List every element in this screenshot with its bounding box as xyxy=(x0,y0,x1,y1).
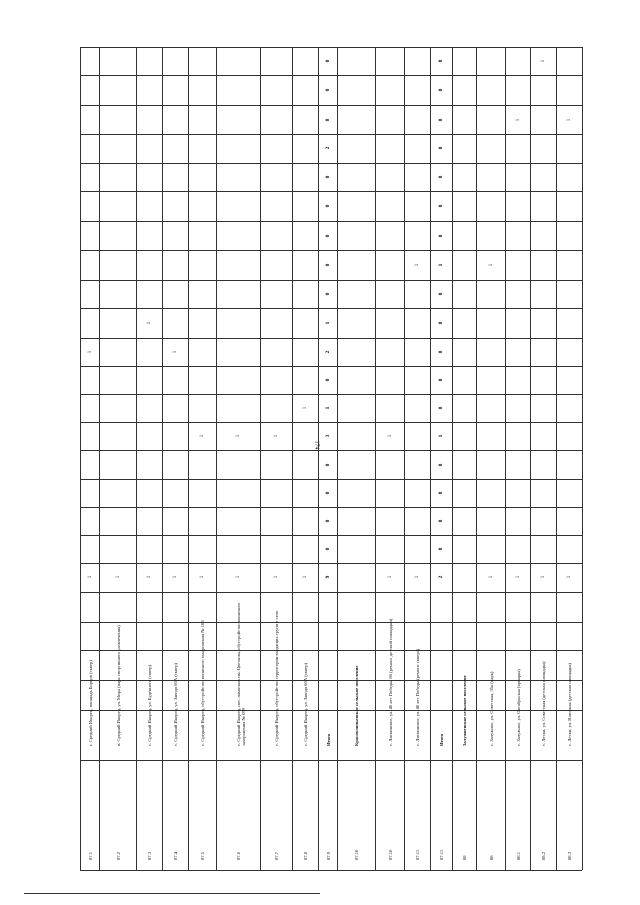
table-rule xyxy=(80,535,582,536)
row-value: 0 xyxy=(324,292,331,296)
row-address: с. Средний Икорец, ул. Буденного (сквер) xyxy=(147,664,152,746)
row-value: 0 xyxy=(324,204,331,208)
row-total: 1 xyxy=(86,575,93,579)
row-code: 87.5 xyxy=(200,851,205,860)
table-rule xyxy=(80,760,582,761)
row-code: 87.4 xyxy=(173,851,178,860)
row-value: 1 xyxy=(540,59,546,63)
table-rule xyxy=(216,47,217,870)
table-rule xyxy=(80,338,582,339)
row-value: 0 xyxy=(438,234,444,238)
table-rule xyxy=(292,47,293,870)
row-value: 1 xyxy=(273,434,279,438)
row-value: 1 xyxy=(438,434,444,438)
row-address: с. Лески, ул. Советская (детская площадка) xyxy=(541,661,546,746)
row-total: 1 xyxy=(386,575,393,579)
table-rule xyxy=(80,191,582,192)
page-number: 174 xyxy=(313,440,320,450)
row-value: 0 xyxy=(438,491,444,495)
table-rule xyxy=(99,47,100,870)
row-address: с. Залужное, ул. Октябрьская (ярмарка) xyxy=(515,669,521,746)
row-total: 1 xyxy=(146,575,152,579)
row-address: с. Лискинское, ул. 40 лет Победы, 86 (ремонт детской площадки) xyxy=(387,618,393,746)
row-total: 1 xyxy=(566,575,572,579)
table-rule xyxy=(80,47,582,48)
row-value: 2 xyxy=(324,146,331,150)
row-total: 1 xyxy=(172,575,178,579)
row-code: 87.11 xyxy=(439,849,444,860)
row-address: в. Средний Икорец, ул. Мира (парк спортивного развлечения) xyxy=(115,625,121,746)
table-rule xyxy=(80,650,582,651)
row-value: 0 xyxy=(438,350,444,354)
row-value: 0 xyxy=(324,519,331,523)
table-rule xyxy=(80,75,582,76)
row-value: 0 xyxy=(324,378,331,382)
table-rule xyxy=(476,47,477,870)
row-total: 1 xyxy=(273,575,279,579)
row-code: 87.9 xyxy=(325,851,331,860)
row-total: 1 xyxy=(514,575,521,579)
table-rule xyxy=(80,47,81,870)
table-rule xyxy=(80,134,582,135)
row-value: 1 xyxy=(566,118,572,122)
row-value: 0 xyxy=(324,491,331,495)
row-total: 1 xyxy=(114,575,121,579)
table-rule xyxy=(80,680,582,681)
row-value: 3 xyxy=(324,434,331,438)
row-value: 0 xyxy=(438,547,444,551)
table-rule xyxy=(80,563,582,564)
row-value: 1 xyxy=(235,434,241,438)
table-rule xyxy=(80,870,582,871)
table-rule xyxy=(162,47,163,870)
row-total: 1 xyxy=(540,575,546,579)
row-code: 88.2 xyxy=(541,851,546,860)
table-rule xyxy=(80,507,582,508)
row-value: 1 xyxy=(199,434,205,438)
table-rule xyxy=(430,47,431,870)
table-rule xyxy=(80,592,582,593)
row-code: 88 xyxy=(462,855,467,860)
row-total: 1 xyxy=(302,575,308,579)
table-rule xyxy=(80,710,582,711)
row-code: 87.2 xyxy=(115,851,121,860)
table-rule xyxy=(80,105,582,106)
table-rule xyxy=(188,47,189,870)
row-total: 1 xyxy=(487,575,494,579)
table-rule xyxy=(337,47,338,870)
row-value: 0 xyxy=(438,406,444,410)
row-address: с. Средний Икорец, пос. памятник им. Цветкова, обустройство воинского захоронения № 099 xyxy=(236,602,246,746)
row-value: 1 xyxy=(414,263,420,267)
row-total: 9 xyxy=(324,575,331,579)
row-address: с. Средний Икорец, обустройство территории входящих групп в село xyxy=(274,610,279,746)
table-rule xyxy=(530,47,531,870)
table-rule xyxy=(80,221,582,222)
row-value: 0 xyxy=(438,59,444,63)
row-code: 87.10 xyxy=(354,849,359,860)
row-value: 0 xyxy=(324,59,331,63)
row-address: с. Лески, ул. Нагорная (детская площадка) xyxy=(567,663,572,746)
row-address: с. Средний Икорец, обустройство воинского захоронения № 108 xyxy=(200,620,205,746)
table-rule xyxy=(80,280,582,281)
row-code: 87.11 xyxy=(415,849,420,860)
row-value: 1 xyxy=(487,263,494,267)
row-value: 0 xyxy=(438,146,444,150)
table-rule xyxy=(136,47,137,870)
table-rule xyxy=(80,622,582,623)
table-rule xyxy=(80,394,582,395)
table-rule xyxy=(260,47,261,870)
row-code: 87.3 xyxy=(147,851,152,860)
row-value: 1 xyxy=(324,321,331,325)
row-value: 1 xyxy=(514,118,521,122)
row-code: 87.7 xyxy=(274,851,279,860)
row-code: 87.10 xyxy=(387,849,393,860)
table-rule xyxy=(80,163,582,164)
row-value: 0 xyxy=(438,519,444,523)
table-rule xyxy=(452,47,453,870)
row-address: с. Средний Икорец, ул. Заводя 60А (сквер) xyxy=(173,662,178,746)
row-code: 88.3 xyxy=(567,851,572,860)
row-code: 87.8 xyxy=(303,851,308,860)
table-rule xyxy=(375,47,376,870)
row-value: 0 xyxy=(324,234,331,238)
table-rule xyxy=(80,366,582,367)
row-code: 87.1 xyxy=(87,851,93,860)
table-rule xyxy=(505,47,506,870)
row-address: г. Средний Икорец, площадь Борцов (сквер) xyxy=(87,660,93,746)
footer-divider xyxy=(24,893,320,894)
table-rule xyxy=(556,47,557,870)
row-value: 0 xyxy=(438,463,444,467)
row-address: с. Залужное, ул. Советская, 35а (парк) xyxy=(488,671,494,746)
row-code: 88.1 xyxy=(515,851,521,860)
row-value: 1 xyxy=(324,406,331,410)
row-address: с. Лискинское, ул. 40 лет Победы (ремонт сквера) xyxy=(415,648,420,746)
table-rule xyxy=(80,250,582,251)
row-value: 0 xyxy=(438,204,444,208)
row-total: 1 xyxy=(199,575,205,579)
row-value: 1 xyxy=(86,350,93,354)
row-value: 0 xyxy=(324,175,331,179)
row-address: с. Средний Икорец, ул. Заводя 60А (сквер) xyxy=(303,662,308,746)
table-rule xyxy=(582,47,583,870)
row-value: 0 xyxy=(438,321,444,325)
row-value: 0 xyxy=(438,378,444,382)
table-rule xyxy=(80,308,582,309)
row-total: 2 xyxy=(438,575,444,579)
row-value: 0 xyxy=(438,88,444,92)
row-value: 0 xyxy=(324,263,331,267)
row-value: 0 xyxy=(438,175,444,179)
row-code: 87.6 xyxy=(236,851,241,860)
row-total: 1 xyxy=(414,575,420,579)
row-value: 1 xyxy=(438,263,444,267)
row-value: 0 xyxy=(324,88,331,92)
table-rule xyxy=(80,422,582,423)
row-code: 88 xyxy=(488,855,494,860)
row-value: 0 xyxy=(438,118,444,122)
row-value: 2 xyxy=(324,350,331,354)
row-value: 1 xyxy=(146,321,152,325)
row-value: 0 xyxy=(324,118,331,122)
table-rule xyxy=(80,450,582,451)
table-rule xyxy=(318,47,319,870)
row-value: 0 xyxy=(324,547,331,551)
row-value: 1 xyxy=(386,434,393,438)
row-address: Итого xyxy=(439,733,444,746)
row-value: 1 xyxy=(172,350,178,354)
row-address: Краснолипьевское сельское поселение xyxy=(354,665,359,746)
table-rule xyxy=(80,479,582,480)
row-value: 1 xyxy=(302,406,308,410)
row-address: Итого xyxy=(325,733,331,746)
table-rule xyxy=(404,47,405,870)
row-value: 0 xyxy=(324,463,331,467)
row-value: 0 xyxy=(438,292,444,296)
row-total: 1 xyxy=(235,575,241,579)
row-address: Залужненское сельское поселение xyxy=(462,675,467,746)
